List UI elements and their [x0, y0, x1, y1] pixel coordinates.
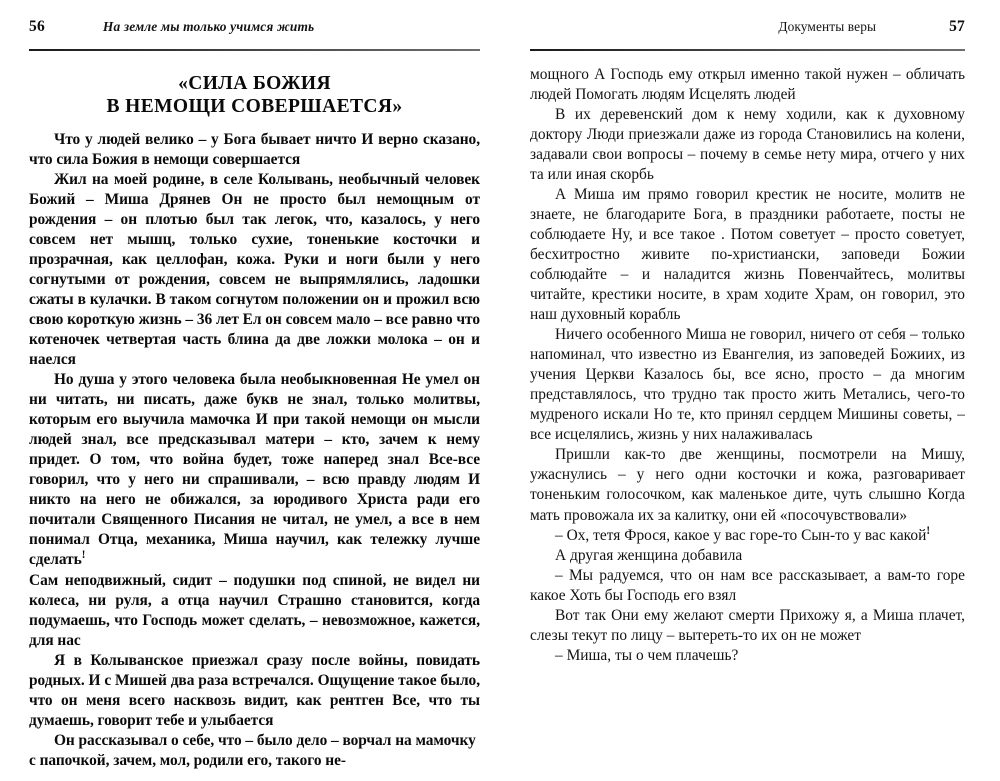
paragraph: А Миша им прямо говорил крестик не носите, молитв не знаете, не благодарите Бога, в праздники работаете, посты не соблюдаете Ну, и все такое . Потом советует – просто советует, бесхитростно живите по-христиански, заповеди Божии соблюдайте – и наладится жизнь Повенчайтесь, молитвы читайте, крестики носите, в храм ходите Храм, он говорил, это наш духовный корабль — [530, 185, 965, 324]
paragraph: мощного А Господь ему открыл именно такой нужен – обличать людей Помогать людям Исцелять людей — [530, 65, 965, 103]
paragraph — [530, 526, 965, 546]
left-page-number: 56 — [29, 18, 45, 35]
right-header-rule — [530, 49, 965, 51]
right-running-head — [530, 18, 965, 48]
left-header-rule — [29, 49, 480, 51]
footnote-marker: ! — [81, 549, 86, 562]
paragraph: Жил на моей родине, в селе Колывань, необычный человек Божий – Миша Дрянев Он не просто был немощным от рождения – он плотью был так легок, что, казалось, у него совсем нет мышц, только сухие, тоненькие косточки и прозрачная, как целлофан, кожа. Руки и ноги были у него согнутыми от рождения, совсем не выпрямлялись, ладошки сжаты в кулачки. В таком согнутом положении он и прожил всю свою короткую жизнь – 36 лет Ел он совсем мало – все равно что котеночек четвертая часть блина да две ложки молока – он и наелся — [29, 170, 480, 369]
left-text-column — [29, 130, 480, 772]
paragraph: В их деревенский дом к нему ходили, как к духовному доктору Люди приезжали даже из города Становились на колени, задавали свои вопросы – почему в семье нету мира, отчего у них та или иная скорбь — [530, 105, 965, 183]
paragraph: Я в Колыванское приезжал сразу после войны, повидать родных. И с Мишей два раза встречался. Ощущение такое было, что он меня всего насквозь видит, как рентген Все, что ты думаешь, говорит тебе и улыбается — [29, 651, 480, 729]
paragraph-text: – Ох, тетя Фрося, какое у вас горе-то Сын-то у вас какой — [555, 526, 927, 544]
paragraph: Пришли как-то две женщины, посмотрели на Мишу, ужаснулись – у него одни косточки и кожа, разговаривает тоненьким голосочком, как маленькое дите, чуть слышно Когда мать провожала их за калитку, они ей «посочувствовали» — [530, 446, 965, 524]
paragraph: А другая женщина добавила — [555, 546, 743, 564]
paragraph: – Мы радуемся, что он нам все рассказывает, а вам-то горе какое Хоть бы Господь его взял — [530, 566, 965, 604]
right-page — [500, 0, 1000, 781]
paragraph: – Миша, ты о чем плачешь? — [555, 646, 739, 664]
paragraph: Сам неподвижный, сидит – подушки под спиной, не видел ни колеса, ни руля, а отца научил Страшно становится, когда подумаешь, что Господь может сделать, – невозможное, кажется, для нас — [29, 571, 480, 649]
footnote-marker: ! — [926, 524, 931, 537]
left-running-title: На земле мы только учимся жить — [102, 19, 315, 34]
left-running-head — [29, 18, 480, 48]
paragraph-text: Но душа у этого человека была необыкновенная Не умел он ни читать, ни писать, даже букв не знал, только молитвы, которым его выучила мамочка И при такой немощи он мысли людей знал, все предсказывал матери – кто, зачем к нему придет. О том, что война будет, тоже наперед знал Все-все говорил, что у него ни спрашивали, – всю правду людям И никто на него не обижался, за юродивого Христа ради его почитали Священного Писания не читал, не умел, а все в нем понимал Отца, механика, Миша научил, как тележку лучше сделать — [29, 371, 480, 569]
chapter-title — [29, 72, 480, 118]
paragraph: Вот так Они ему желают смерти Прихожу я, а Миша плачет, слезы текут по лицу – вытереть-то их он не может — [530, 606, 965, 644]
chapter-title-line-2: В НЕМОЩИ СОВЕРШАЕТСЯ» — [106, 95, 403, 117]
right-text-column — [530, 65, 965, 666]
right-running-title: Документы веры — [778, 19, 877, 34]
chapter-title-line-1: «СИЛА БОЖИЯ — [178, 72, 331, 94]
right-page-number: 57 — [949, 18, 965, 35]
paragraph: Ничего особенного Миша не говорил, ничего от себя – только напоминал, что известно из Евангелия, из заповедей Божиих, из учения Церкви Казалось бы, все ясно, просто – да многим представлялось, что трудно так просто жить Метались, чего-то мудреного искали Но те, кто принял сердцем Мишины советы, – все исцелялись, жизнь у них налаживалась — [530, 326, 965, 444]
paragraph: Он рассказывал о себе, что – было дело – ворчал на мамочку с папочкой, зачем, мол, родили его, такого не- — [29, 731, 476, 769]
paragraph: Что у людей велико – у Бога бывает ничто И верно сказано, что сила Божия в немощи совершается — [29, 130, 480, 168]
paragraph — [29, 370, 480, 570]
